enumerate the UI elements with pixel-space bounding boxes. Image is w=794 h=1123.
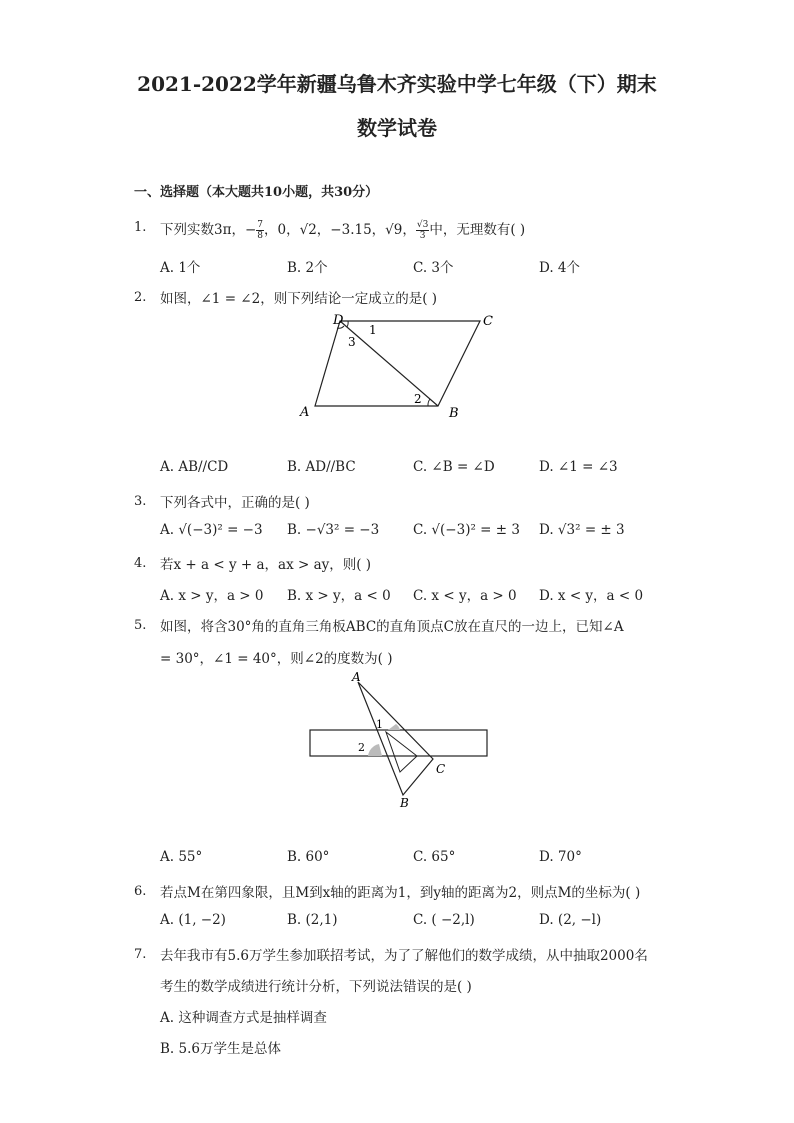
- q4-option-b[interactable]: B. x > y，a < 0: [287, 588, 391, 604]
- q5-option-a[interactable]: A. 55°: [160, 849, 203, 865]
- triangle-outer: [358, 682, 433, 795]
- title-line-2: 数学试卷: [357, 116, 437, 140]
- question-1-text: [160, 218, 525, 241]
- angle-1-shade: [388, 724, 400, 730]
- q4-option-c[interactable]: C. x < y，a > 0: [413, 588, 517, 604]
- q6-option-a[interactable]: A. (1, −2): [160, 912, 226, 928]
- q1-option-c[interactable]: C. 3个: [413, 260, 454, 276]
- label-a: A: [300, 405, 310, 420]
- q5-option-c[interactable]: C. 65°: [413, 849, 456, 865]
- title-line-1: 2021-2022学年新疆乌鲁木齐实验中学七年级（下）期末: [137, 72, 657, 96]
- label-b-5: B: [400, 796, 409, 810]
- q1-frac2-den: 3: [419, 231, 426, 241]
- label-b: B: [449, 406, 459, 421]
- q1-option-a[interactable]: A. 1个: [160, 260, 201, 276]
- q4-option-a[interactable]: A. x > y，a > 0: [160, 588, 264, 604]
- q3-option-a[interactable]: A. √(−3)² = −3: [160, 522, 263, 538]
- q1-option-d[interactable]: D. 4个: [539, 260, 581, 276]
- question-7-number: 7.: [134, 947, 147, 962]
- q1-fraction-1: [256, 220, 264, 241]
- label-angle-3: 3: [348, 335, 356, 349]
- diagonal-db: [340, 321, 438, 406]
- q1-text-c: 中，无理数有( ): [429, 222, 526, 238]
- q2-option-d[interactable]: D. ∠1 = ∠3: [539, 459, 618, 475]
- q7-option-a[interactable]: A. 这种调查方式是抽样调查: [160, 1010, 327, 1026]
- q5-option-d[interactable]: D. 70°: [539, 849, 582, 865]
- label-a-5: A: [352, 670, 361, 684]
- angle-2-arc: [428, 399, 430, 406]
- label-d: D: [333, 313, 344, 328]
- q6-option-c[interactable]: C. ( −2,l): [413, 912, 475, 928]
- question-5-text-line-2: = 30°，∠1 = 40°，则∠2的度数为( ): [160, 651, 393, 667]
- label-c: C: [483, 314, 493, 329]
- question-6-number: 6.: [134, 884, 147, 899]
- label-angle-2-5: 2: [358, 741, 365, 754]
- q1-fraction-2: [416, 220, 429, 241]
- question-5-text-line-1: 如图，将含30°角的直角三角板ABC的直角顶点C放在直尺的一边上，已知∠A: [160, 619, 624, 635]
- label-angle-1-5: 1: [376, 718, 383, 731]
- q5-option-b[interactable]: B. 60°: [287, 849, 330, 865]
- question-4-number: 4.: [134, 556, 147, 571]
- question-5-number: 5.: [134, 618, 147, 633]
- angle-1-arc: [347, 321, 348, 327]
- ruler-triangle-figure: [300, 668, 500, 813]
- q2-option-c[interactable]: C. ∠B = ∠D: [413, 459, 495, 475]
- question-3-number: 3.: [134, 494, 147, 509]
- question-3-text: 下列各式中，正确的是( ): [160, 495, 310, 511]
- question-1-number: 1.: [134, 220, 147, 235]
- question-6-text: 若点M在第四象限，且M到x轴的距离为1，到y轴的距离为2，则点M的坐标为( ): [160, 885, 641, 901]
- q7-option-b[interactable]: B. 5.6万学生是总体: [160, 1041, 281, 1057]
- parallelogram-figure: [295, 308, 505, 426]
- q1-frac2-num: √3: [416, 220, 429, 230]
- label-angle-1: 1: [369, 323, 377, 337]
- label-angle-2: 2: [414, 392, 422, 406]
- q2-option-b[interactable]: B. AD//BC: [287, 459, 356, 475]
- question-7-text-line-2: 考生的数学成绩进行统计分析，下列说法错误的是( ): [160, 979, 472, 995]
- q2-option-a[interactable]: A. AB//CD: [160, 459, 229, 475]
- parallelogram-shape: [315, 321, 480, 406]
- q6-option-d[interactable]: D. (2, −l): [539, 912, 602, 928]
- question-2-number: 2.: [134, 290, 147, 305]
- q1-text-b: ，0，√2，−3.15，√9，: [264, 222, 416, 238]
- q6-option-b[interactable]: B. (2,1): [287, 912, 338, 928]
- q1-text-a: 下列实数3π，−: [160, 222, 257, 238]
- q3-option-b[interactable]: B. −√3² = −3: [287, 522, 380, 538]
- section-heading: 一、选择题（本大题共10小题，共30分）: [134, 185, 379, 200]
- label-c-5: C: [436, 762, 446, 776]
- q1-frac1-den: 8: [257, 231, 264, 241]
- q3-option-d[interactable]: D. √3² = ± 3: [539, 522, 625, 538]
- q1-frac1-num: 7: [257, 220, 264, 230]
- q1-option-b[interactable]: B. 2个: [287, 260, 328, 276]
- question-4-text: 若x + a < y + a，ax > ay，则( ): [160, 557, 372, 573]
- question-7-text-line-1: 去年我市有5.6万学生参加联招考试，为了了解他们的数学成绩，从中抽取2000名: [160, 948, 648, 964]
- q3-option-c[interactable]: C. √(−3)² = ± 3: [413, 522, 520, 538]
- q4-option-d[interactable]: D. x < y，a < 0: [539, 588, 644, 604]
- angle-2-shade: [368, 744, 382, 756]
- question-2-text: 如图，∠1 = ∠2，则下列结论一定成立的是( ): [160, 291, 438, 307]
- ruler: [310, 730, 487, 756]
